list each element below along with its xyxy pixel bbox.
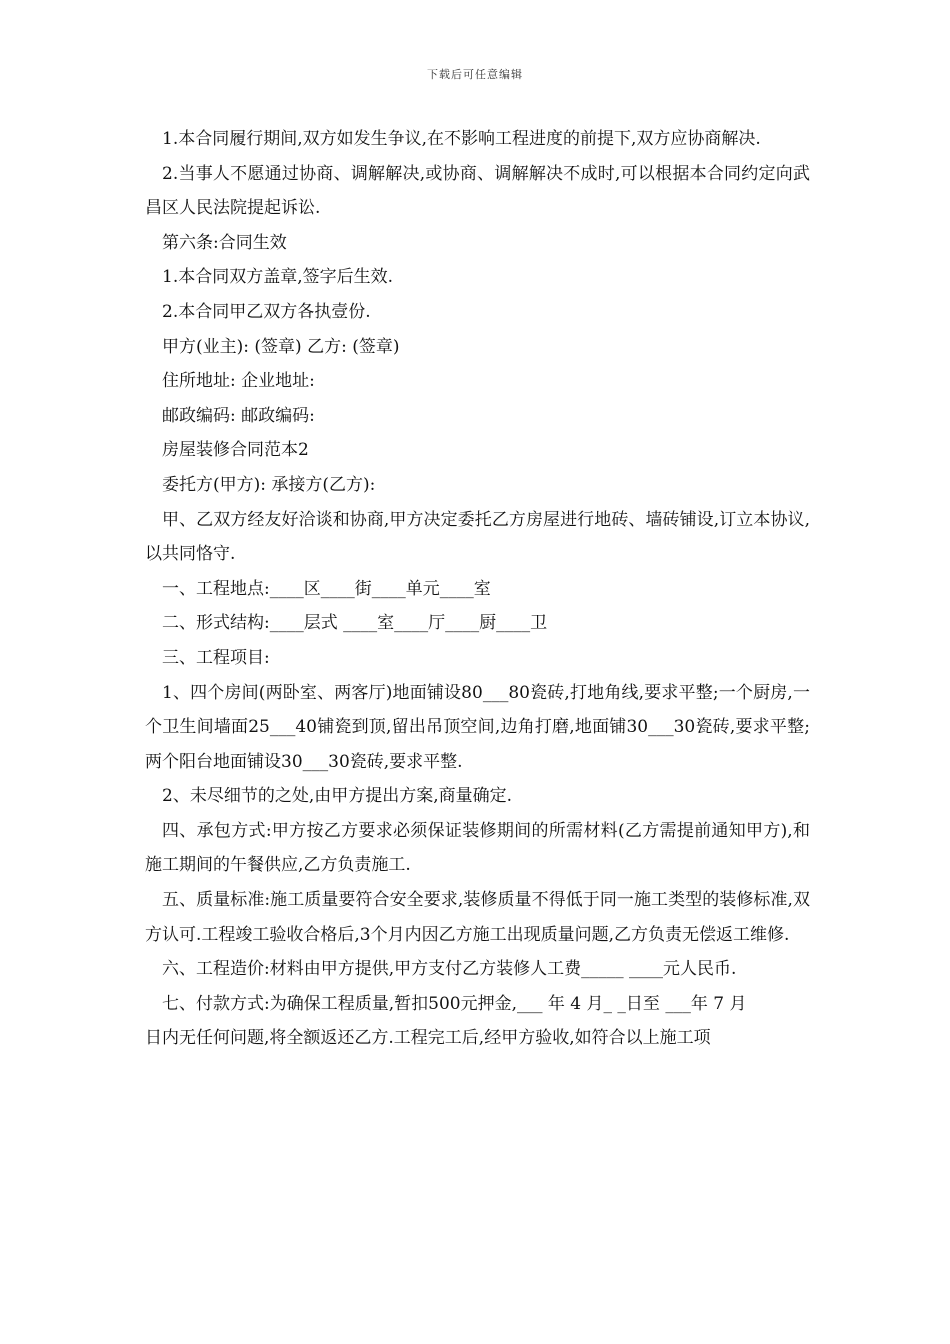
document-title: 房屋装修合同范本2 [162, 440, 309, 461]
address-line: 住所地址: 企业地址: [162, 371, 315, 392]
parties-line: 委托方(甲方): 承接方(乙方): [162, 474, 376, 495]
paragraph: 1.本合同双方盖章,签字后生效. [162, 267, 394, 288]
clause-payment: 七、付款方式:为确保工程质量,暂扣500元押金,___ 年 4 月_ _日至 ___年 7 月 [162, 993, 747, 1014]
paragraph: 1、四个房间(两卧室、两客厅)地面铺设80___80瓷砖,打地角线,要求平整;一个厨房,一个卫生间墙面25___40铺瓷到顶,留出吊顶空间,边角打磨,地面铺30___30瓷砖,要求平整;两个阳台地面铺设30___30瓷砖,要求平整. [145, 682, 810, 772]
document-body [145, 122, 810, 1056]
clause-cost: 六、工程造价:材料由甲方提供,甲方支付乙方装修人工费_____ ____元人民币. [162, 959, 737, 980]
clause-contract-mode: 四、承包方式:甲方按乙方要求必须保证装修期间的所需材料(乙方需提前通知甲方),和施工期间的午餐供应,乙方负责施工. [145, 820, 810, 876]
paragraph: 1.本合同履行期间,双方如发生争议,在不影响工程进度的前提下,双方应协商解决. [162, 129, 761, 149]
paragraph: 2、未尽细节的之处,由甲方提出方案,商量确定. [162, 786, 513, 807]
page-header: 下载后可任意编辑 [427, 68, 523, 81]
clause-structure: 二、形式结构:____层式 ____室____厅____厨____卫 [162, 613, 548, 634]
paragraph: 2.本合同甲乙双方各执壹份. [162, 301, 371, 322]
clause-quality: 五、质量标准:施工质量要符合安全要求,装修质量不得低于同一施工类型的装修标准,双方认可.工程竣工验收合格后,3个月内因乙方施工出现质量问题,乙方负责无偿返工维修. [145, 890, 810, 945]
clause-items: 三、工程项目: [162, 647, 270, 668]
paragraph: 2.当事人不愿通过协商、调解解决,或协商、调解解决不成时,可以根据本合同约定向武昌区人民法院提起诉讼. [145, 163, 810, 219]
signature-line: 甲方(业主): (签章) 乙方: (签章) [162, 336, 400, 357]
section-heading: 第六条:合同生效 [162, 232, 287, 253]
paragraph: 甲、乙双方经友好洽谈和协商,甲方决定委托乙方房屋进行地砖、墙砖铺设,订立本协议,以共同恪守. [145, 509, 810, 565]
postcode-line: 邮政编码: 邮政编码: [162, 405, 315, 426]
clause-location: 一、工程地点:____区____街____单元____室 [162, 578, 491, 599]
paragraph: 日内无任何问题,将全额返还乙方.工程完工后,经甲方验收,如符合以上施工项 [145, 1028, 711, 1049]
